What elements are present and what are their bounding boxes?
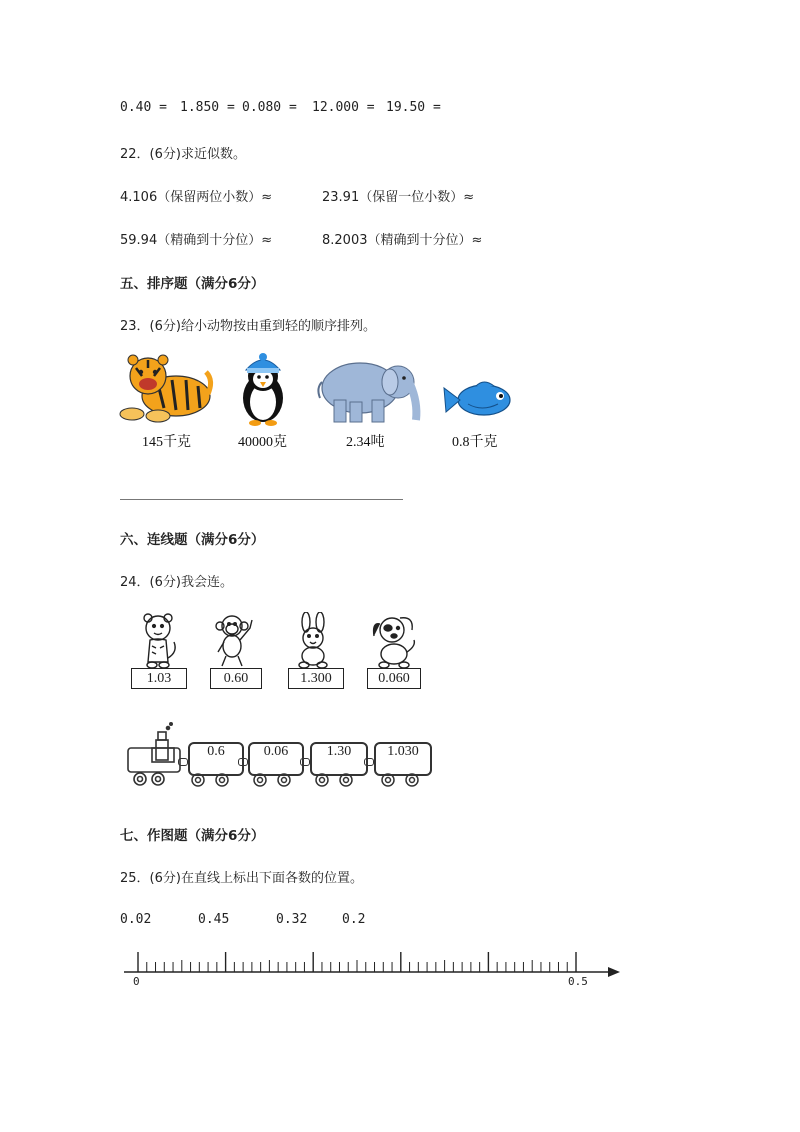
tiger-icon (118, 350, 214, 424)
conversion-item: 0.40 = (120, 100, 167, 115)
q22-item: 23.91（保留一位小数）≈ (322, 190, 475, 205)
axis-end-label: 0.5 (568, 975, 588, 988)
q22-item: 4.106（保留两位小数）≈ (120, 190, 273, 205)
q22-item: 59.94（精确到十分位）≈ (120, 233, 273, 248)
q22-item: 8.2003（精确到十分位）≈ (322, 233, 483, 248)
coupler (178, 758, 188, 766)
fish-icon (442, 378, 518, 422)
coupler (238, 758, 248, 766)
q24-title: 24．(6分)我会连。 (120, 575, 233, 590)
locomotive-icon (122, 722, 186, 788)
number-line[interactable] (110, 940, 630, 980)
number-to-mark: 0.2 (342, 912, 366, 927)
conversion-item: 0.080 = (242, 100, 297, 115)
train-wheels (180, 770, 440, 790)
value-box[interactable]: 0.60 (210, 668, 262, 689)
value-box[interactable]: 1.300 (288, 668, 344, 689)
train-car-value: 1.030 (387, 744, 419, 759)
coupler (364, 758, 374, 766)
animal-weight-label: 2.34吨 (346, 435, 385, 450)
value-box[interactable]: 0.060 (367, 668, 421, 689)
section7-heading: 七、作图题（满分6分） (120, 828, 265, 844)
section6-heading: 六、连线题（满分6分） (120, 532, 265, 548)
conversion-item: 1.850 = (180, 100, 235, 115)
animal-weight-label: 145千克 (142, 435, 191, 450)
dog-icon (370, 612, 420, 670)
tick-marks (138, 952, 576, 972)
train-car-value: 0.6 (207, 744, 225, 759)
animal-weight-label: 0.8千克 (452, 435, 498, 450)
coupler (300, 758, 310, 766)
number-to-mark: 0.02 (120, 912, 152, 927)
train-car-value: 1.30 (326, 744, 352, 759)
train-car-value: 0.06 (263, 744, 289, 759)
q25-title: 25．(6分)在直线上标出下面各数的位置。 (120, 871, 363, 886)
conversion-item: 19.50 = (386, 100, 441, 115)
answer-line[interactable] (120, 499, 403, 500)
number-to-mark: 0.45 (198, 912, 230, 927)
rabbit-icon (290, 612, 336, 670)
penguin-icon (232, 352, 294, 426)
number-to-mark: 0.32 (276, 912, 308, 927)
animal-weight-label: 40000克 (238, 435, 287, 450)
section5-heading: 五、排序题（满分6分） (120, 276, 265, 292)
q23-title: 23．(6分)给小动物按由重到轻的顺序排列。 (120, 319, 376, 334)
value-box[interactable]: 1.03 (131, 668, 187, 689)
tiger-cub-icon (134, 612, 184, 670)
axis-start-label: 0 (133, 975, 140, 988)
conversion-item: 12.000 = (312, 100, 375, 115)
elephant-icon (314, 352, 426, 426)
monkey-icon (212, 612, 256, 670)
q22-title: 22．(6分)求近似数。 (120, 147, 246, 162)
axis-arrow-icon (608, 967, 620, 977)
